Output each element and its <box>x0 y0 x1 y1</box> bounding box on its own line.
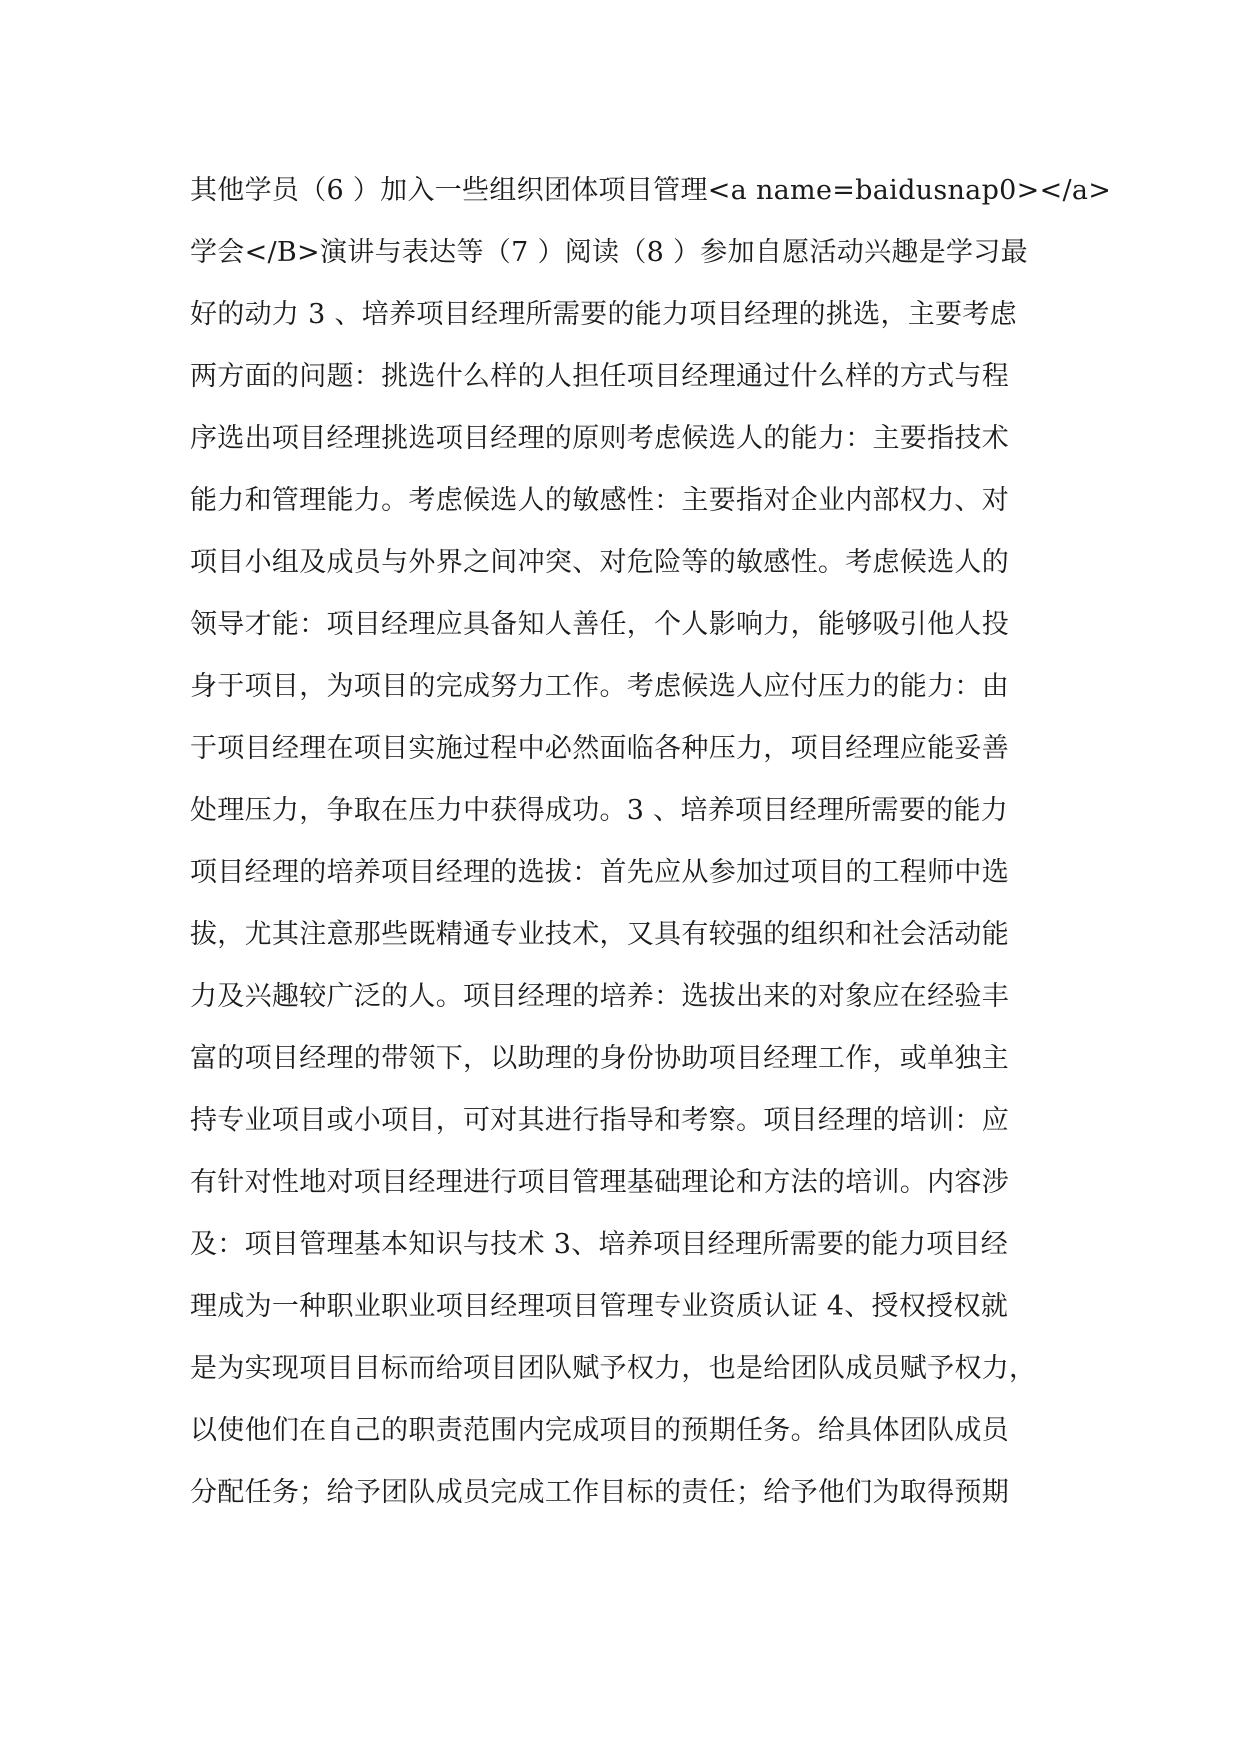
text-line: 及：项目管理基本知识与技术 3、培养项目经理所需要的能力项目经 <box>190 1229 1009 1260</box>
text-line: 其他学员（6 ）加入一些组织团体项目管理<a name=baidusnap0></a> <box>190 175 1112 206</box>
text-line: 好的动力 3 、培养项目经理所需要的能力项目经理的挑选，主要考虑 <box>190 299 1017 330</box>
text-line: 拔，尤其注意那些既精通专业技术，又具有较强的组织和社会活动能 <box>190 919 1009 950</box>
text-line: 富的项目经理的带领下，以助理的身份协助项目经理工作，或单独主 <box>190 1043 1009 1074</box>
text-line: 理成为一种职业职业项目经理项目管理专业资质认证 4、授权授权就 <box>190 1291 1009 1322</box>
text-line: 是为实现项目目标而给项目团队赋予权力，也是给团队成员赋予权力， <box>190 1353 1037 1384</box>
text-line: 能力和管理能力。考虑候选人的敏感性：主要指对企业内部权力、对 <box>190 485 1009 516</box>
text-line: 有针对性地对项目经理进行项目管理基础理论和方法的培训。内容涉 <box>190 1167 1009 1198</box>
text-line: 两方面的问题：挑选什么样的人担任项目经理通过什么样的方式与程 <box>190 361 1009 392</box>
text-line: 项目小组及成员与外界之间冲突、对危险等的敏感性。考虑候选人的 <box>190 547 1009 578</box>
text-line: 分配任务；给予团队成员完成工作目标的责任；给予他们为取得预期 <box>190 1477 1009 1508</box>
text-line: 领导才能：项目经理应具备知人善任，个人影响力，能够吸引他人投 <box>190 609 1009 640</box>
text-line: 持专业项目或小项目，可对其进行指导和考察。项目经理的培训：应 <box>190 1105 1009 1136</box>
text-line: 于项目经理在项目实施过程中必然面临各种压力，项目经理应能妥善 <box>190 733 1009 764</box>
body-paragraph <box>190 160 1112 1524</box>
text-line: 学会</B>演讲与表达等（7 ）阅读（8 ）参加自愿活动兴趣是学习最 <box>190 237 1028 268</box>
text-line: 力及兴趣较广泛的人。项目经理的培养：选拔出来的对象应在经验丰 <box>190 981 1009 1012</box>
text-line: 处理压力，争取在压力中获得成功。3 、培养项目经理所需要的能力 <box>190 795 1009 826</box>
text-line: 项目经理的培养项目经理的选拔：首先应从参加过项目的工程师中选 <box>190 857 1009 888</box>
text-line: 以使他们在自己的职责范围内完成项目的预期任务。给具体团队成员 <box>190 1415 1009 1446</box>
text-line: 序选出项目经理挑选项目经理的原则考虑候选人的能力：主要指技术 <box>190 423 1009 454</box>
text-line: 身于项目，为项目的完成努力工作。考虑候选人应付压力的能力：由 <box>190 671 1009 702</box>
